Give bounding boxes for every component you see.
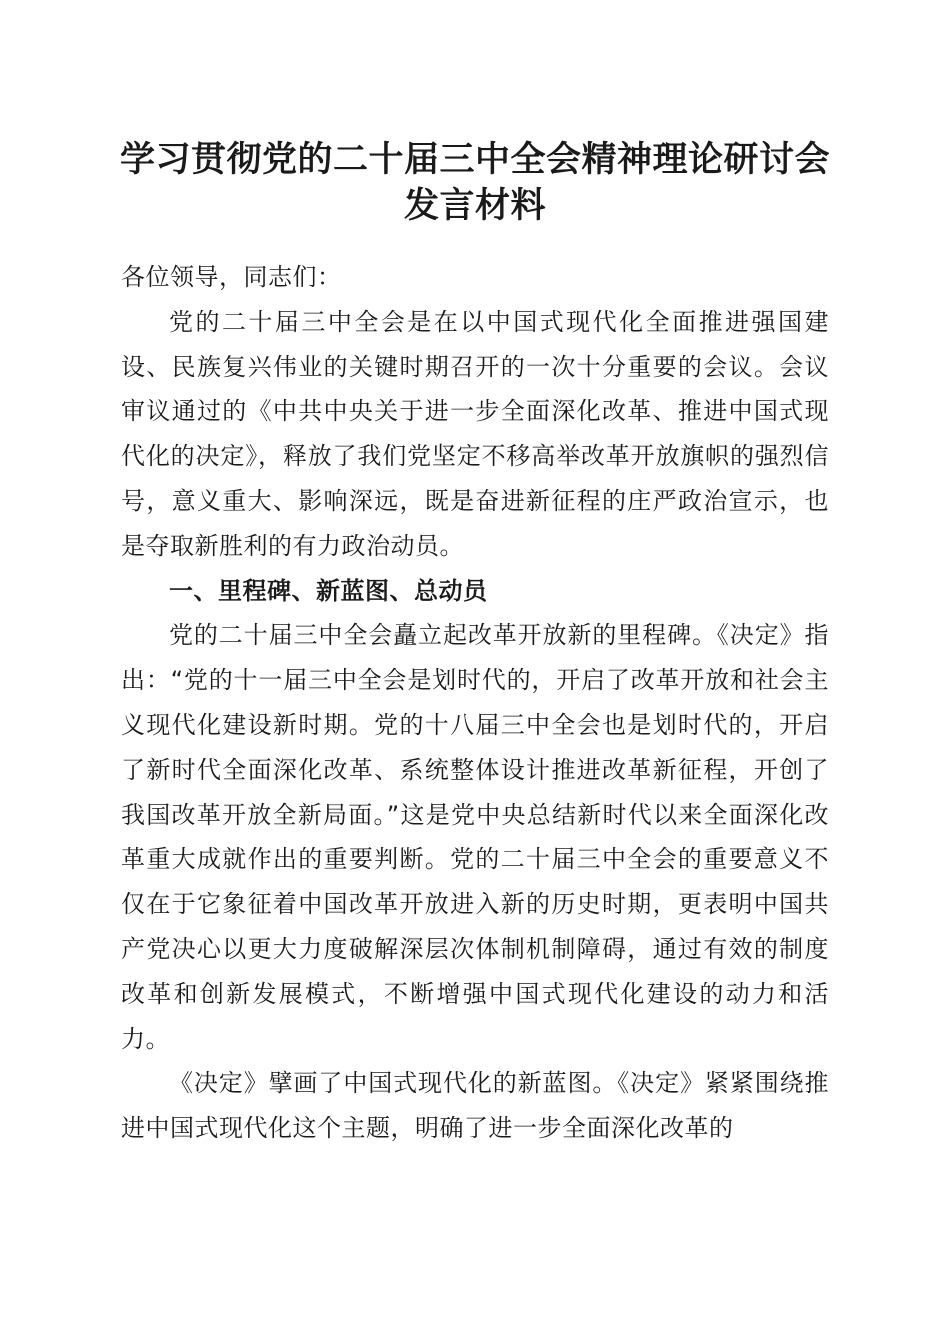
intro-paragraph: 党的二十届三中全会是在以中国式现代化全面推进强国建设、民族复兴伟业的关键时期召开的一次十分重要的会议。会议审议通过的《中共中央关于进一步全面深化改革、推进中国式现代化的决定》，释放了我们党坚定不移高举改革开放旗帜的强烈信号，意义重大、影响深远，既是奋进新征程的庄严政治宣示，也是夺取新胜利的有力政治动员。 bbox=[121, 307, 829, 560]
section-heading-1: 一、里程碑、新蓝图、总动员 bbox=[169, 576, 488, 605]
section1-paragraph-2: 《决定》擘画了中国式现代化的新蓝图。《决定》紧紧围绕推进中国式现代化这个主题，明确了进一步全面深化改革的 bbox=[121, 1069, 829, 1143]
document-title-line-1: 学习贯彻党的二十届三中全会精神理论研讨会 bbox=[119, 139, 830, 180]
section1-paragraph-1: 党的二十届三中全会矗立起改革开放新的里程碑。《决定》指出：“党的十一届三中全会是划时代的，开启了改革开放和社会主义现代化建设新时期。党的十八届三中全会也是划时代的，开启了新时代全面深化改革、系统整体设计推进改革新征程，开创了我国改革开放全新局面。”这是党中央总结新时代以来全面深化改革重大成就作出的重要判断。党的二十届三中全会的重要意义不仅在于它象征着中国改革开放进入新的历史时期，更表明中国共产党决心以更大力度破解深层次体制机制障碍，通过有效的制度改革和创新发展模式，不断增强中国式现代化建设的动力和活力。 bbox=[121, 621, 829, 1053]
document-title-line-2: 发言材料 bbox=[403, 185, 546, 226]
document-body bbox=[121, 255, 829, 1151]
salutation: 各位领导，同志们： bbox=[121, 263, 342, 291]
